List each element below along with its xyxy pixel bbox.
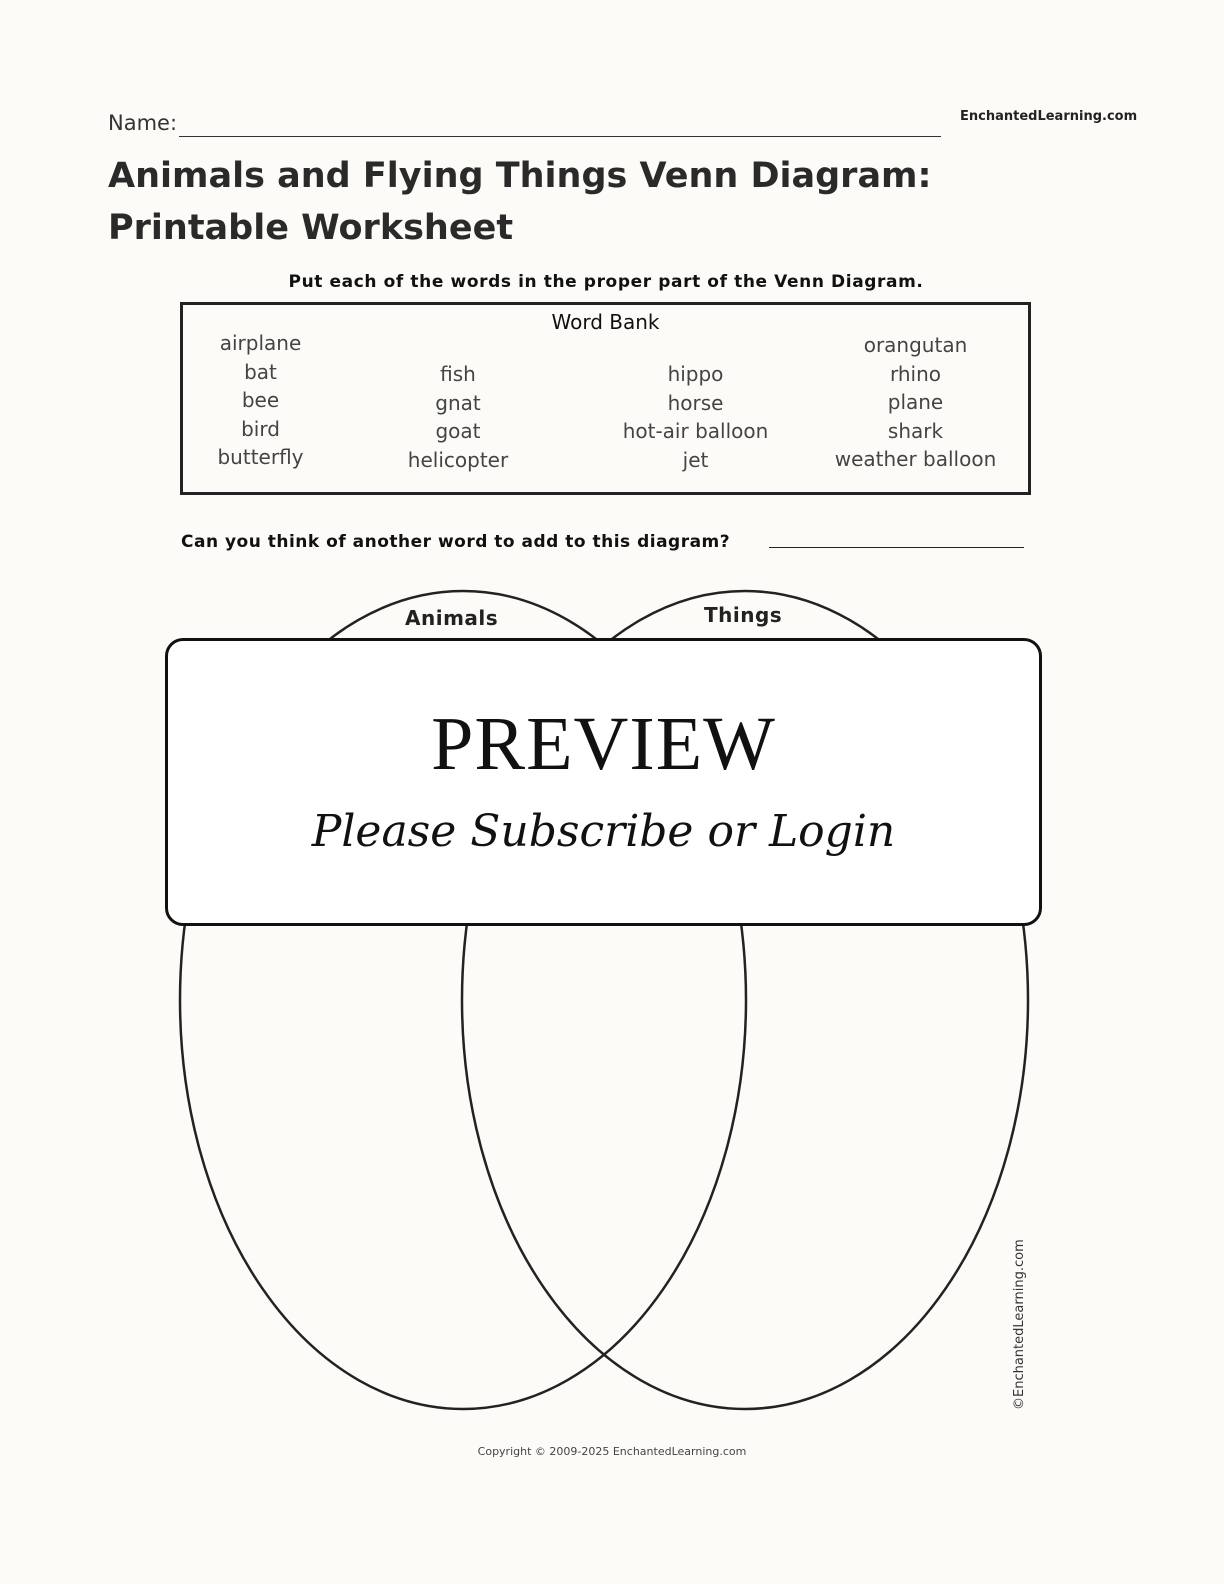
word-bank-word: plane	[887, 390, 944, 414]
preview-title: PREVIEW	[431, 702, 776, 786]
word-bank-word: shark	[887, 418, 944, 443]
word-bank-title: Word Bank	[551, 310, 660, 334]
word-bank-word: hot-air balloon	[622, 419, 769, 443]
vertical-credit: ©EnchantedLearning.com	[1012, 1239, 1027, 1410]
word-bank-word: bee	[241, 388, 280, 412]
venn-label-animals: Animals	[405, 606, 499, 630]
word-bank-word: bat	[244, 359, 277, 384]
word-bank-word: bird	[241, 416, 280, 441]
page-title: Animals and Flying Things Venn Diagram: Printable Worksheet	[108, 156, 932, 248]
word-bank-word: airplane	[219, 331, 302, 355]
word-bank-word: horse	[667, 390, 724, 415]
preview-overlay[interactable]	[165, 638, 1042, 926]
word-bank-word: jet	[682, 447, 709, 472]
word-bank-word: helicopter	[407, 447, 509, 472]
subscribe-login-link[interactable]: Please Subscribe or Login	[311, 806, 896, 857]
word-bank-word: fish	[440, 362, 476, 386]
copyright-text: Copyright © 2009-2025 EnchantedLearning.com	[477, 1445, 747, 1458]
name-label: Name:	[108, 111, 178, 135]
word-bank-word: weather balloon	[834, 447, 997, 471]
question-text: Can you think of another word to add to this diagram?	[181, 532, 731, 552]
site-brand[interactable]: EnchantedLearning.com	[960, 109, 1138, 124]
word-bank-word: rhino	[889, 361, 941, 386]
word-bank-word: butterfly	[217, 445, 304, 469]
word-bank-word: hippo	[667, 362, 724, 386]
word-bank-word: orangutan	[863, 333, 968, 357]
word-bank-word: goat	[435, 419, 481, 443]
word-bank-word: gnat	[435, 390, 481, 415]
venn-label-things: Things	[704, 603, 783, 627]
instructions: Put each of the words in the proper part of the Venn Diagram.	[288, 272, 924, 292]
